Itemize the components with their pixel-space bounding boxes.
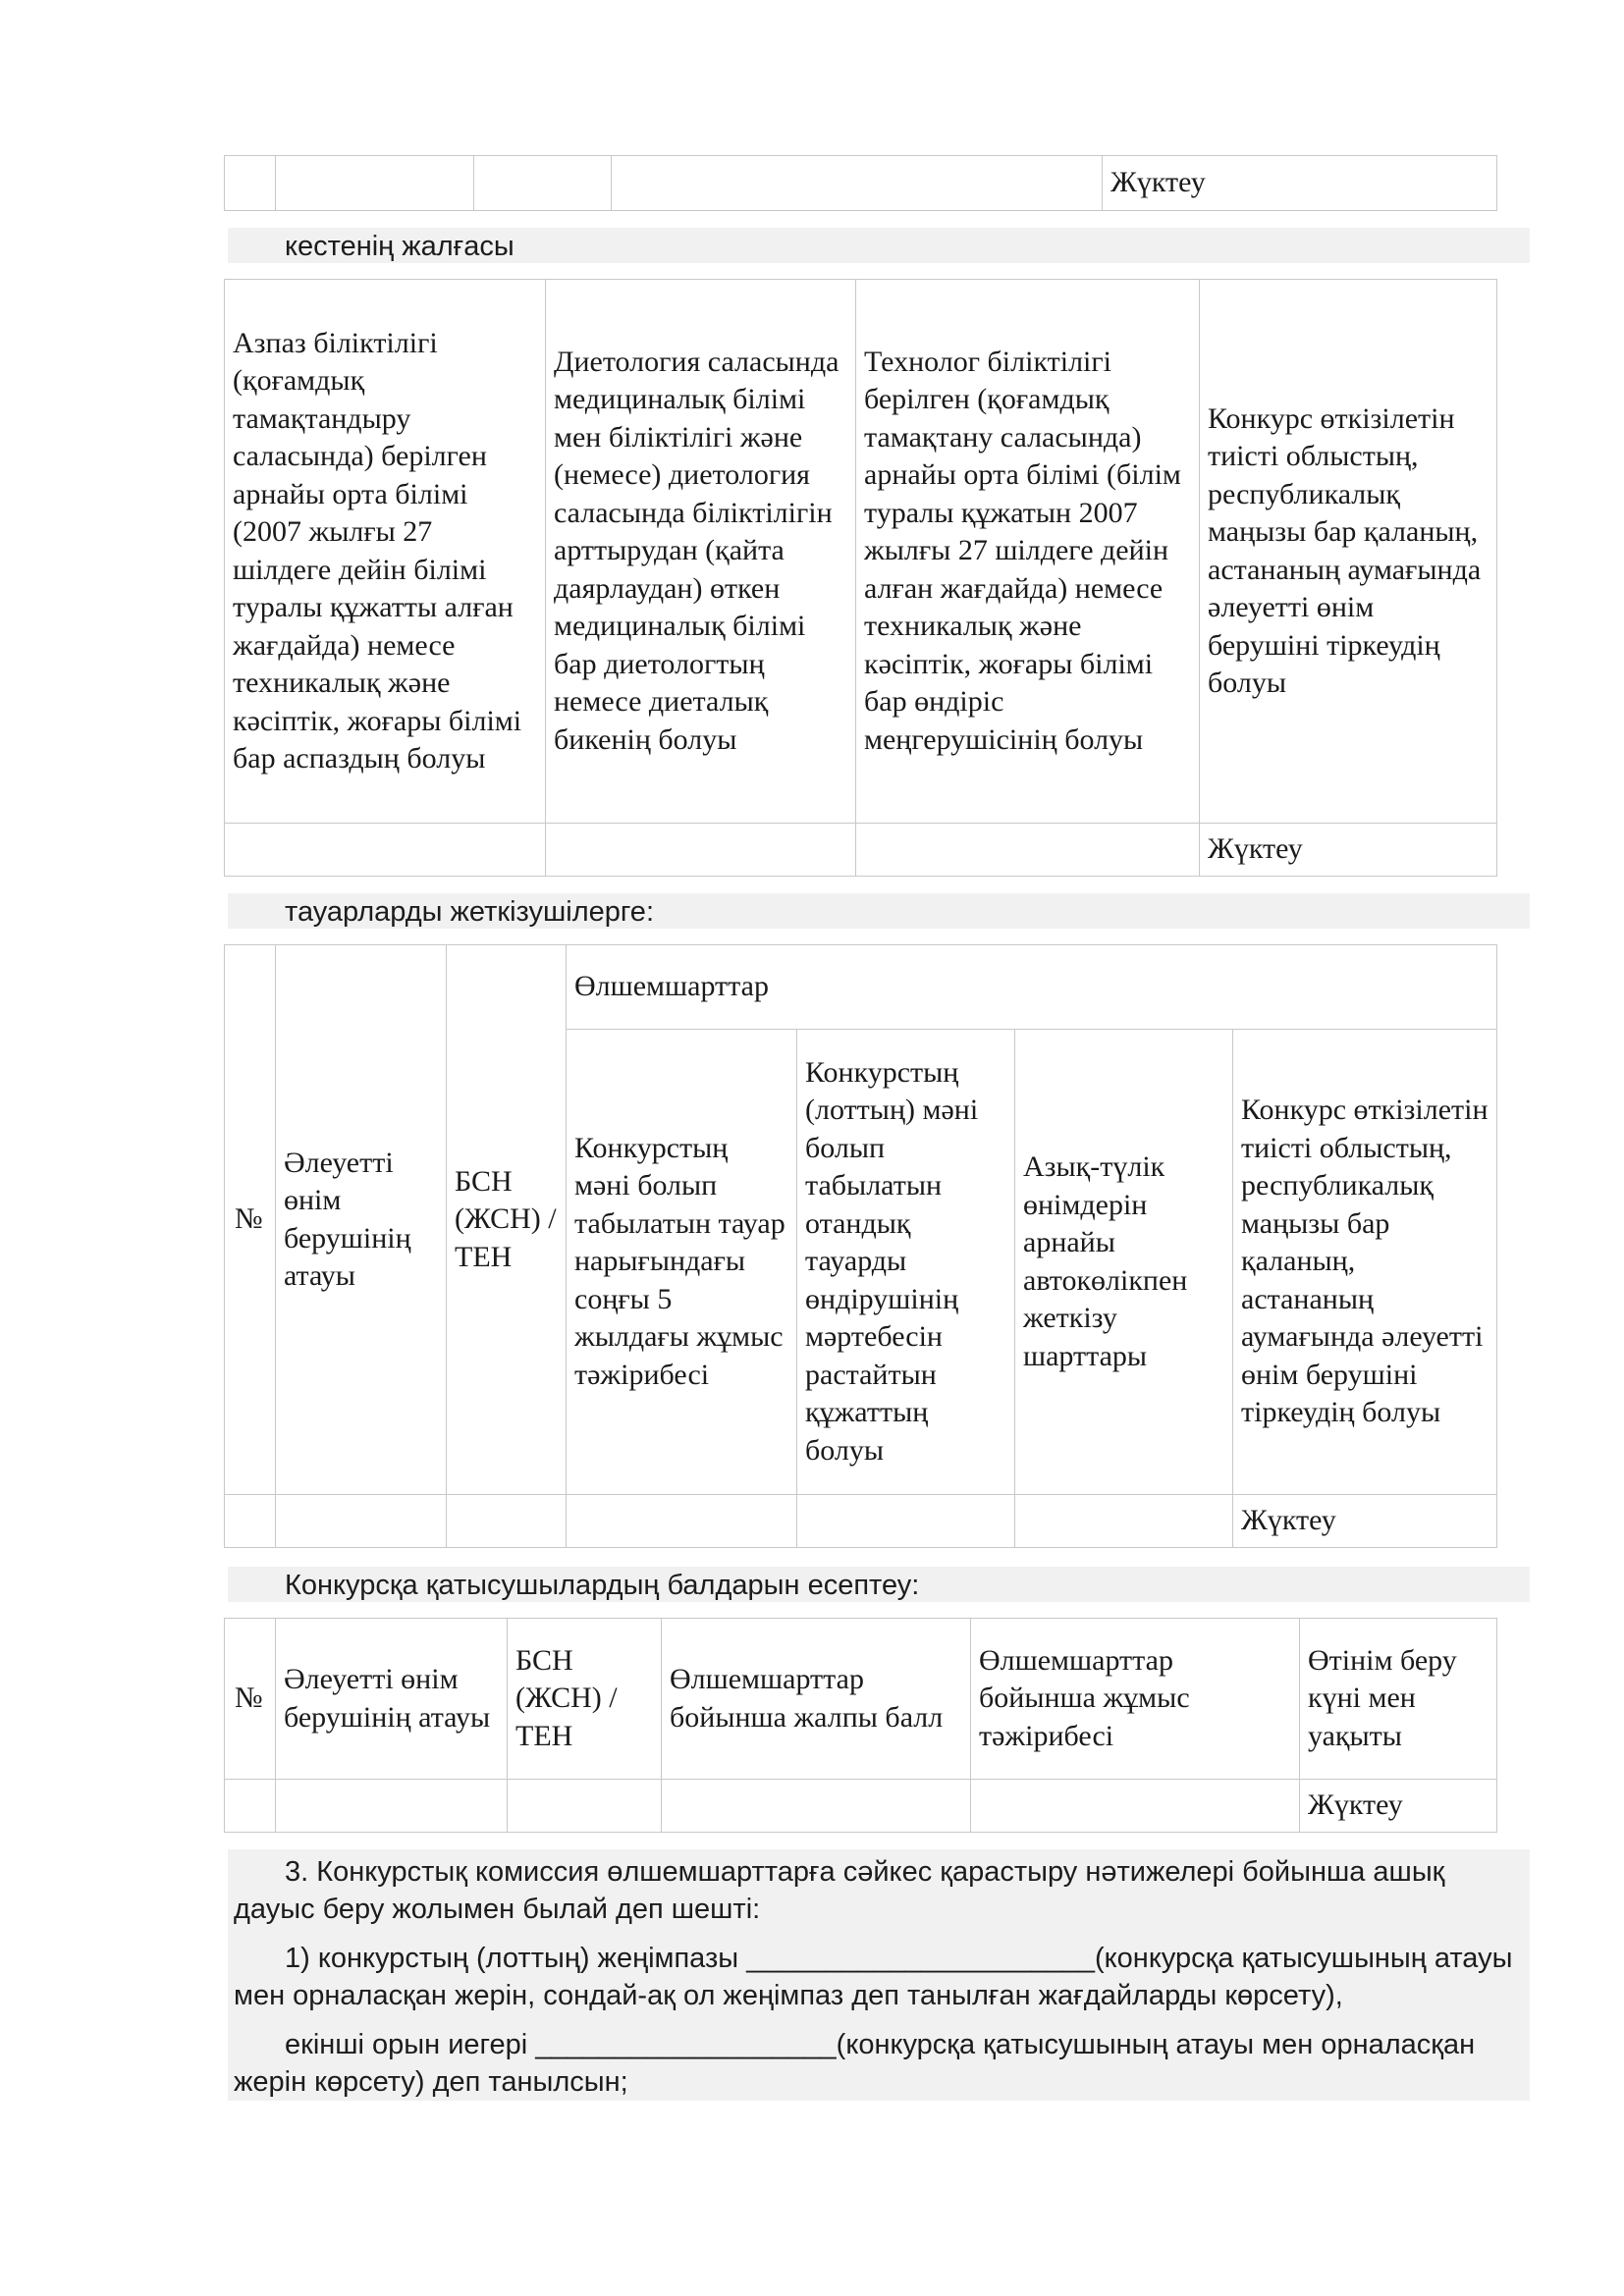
header-number: № xyxy=(225,1619,276,1780)
table-row xyxy=(225,1780,1497,1833)
table-cell xyxy=(447,1495,567,1548)
table-row xyxy=(225,824,1497,877)
header-registration: Конкурс өткізілетін тиісті облыстың, республикалық маңызы бар қаланың, астананың аумағында әлеуетті өнім берушіні тіркеудің болуы xyxy=(1200,280,1497,824)
header-criteria: Өлшемшарттар xyxy=(567,945,1497,1030)
table-staff-qualifications xyxy=(224,279,1497,877)
header-domestic-producer: Конкурстың (лоттың) мәні болып табылатын отандық тауарды өндірушінің мәртебесін растайтын құжаттың болуы xyxy=(797,1030,1015,1495)
table-header-row xyxy=(225,280,1497,824)
decision-section xyxy=(228,1849,1530,2101)
decision-paragraph-2: 1) конкурстың (лоттың) жеңімпазы ______________________(конкурсқа қатысушының атауы мен орналасқан жерін, сондай-ақ ол жеңімпаз деп танылған жағдайларды көрсету), xyxy=(234,1943,1513,2011)
table-cell xyxy=(276,1780,508,1833)
table-cell xyxy=(276,156,474,211)
table-cell xyxy=(662,1780,971,1833)
header-application-date: Өтінім беру күні мен уақыты xyxy=(1300,1619,1497,1780)
table-suppliers-criteria xyxy=(224,944,1497,1548)
table-cell xyxy=(567,1495,797,1548)
suppliers-label-band xyxy=(228,893,1530,929)
table-header-row xyxy=(225,945,1497,1030)
upload-link[interactable]: Жүктеу xyxy=(1200,824,1497,877)
header-dietologist: Диетология саласында медициналық білімі мен біліктілігі және (немесе) диетология саласында біліктілігін арттырудан (қайта даярлаудан) өткен медициналық білімі бар диетологтың немесе диеталық бикенің болуы xyxy=(546,280,856,824)
table-cell xyxy=(546,824,856,877)
continuation-label-band xyxy=(228,228,1530,263)
table-cell xyxy=(225,824,546,877)
table-header-row xyxy=(225,1619,1497,1780)
table-cell xyxy=(797,1495,1015,1548)
suppliers-label: тауарларды жеткізушілерге: xyxy=(285,896,654,928)
upload-link[interactable]: Жүктеу xyxy=(1233,1495,1497,1548)
scores-label-band xyxy=(228,1567,1530,1602)
decision-paragraph-1: 3. Конкурстық комиссия өлшемшарттарға сәйкес қарастыру нәтижелері бойынша ашық дауыс беру жолымен былай деп шешті: xyxy=(234,1856,1445,1925)
header-cook: Азпаз біліктілігі (қоғамдық тамақтандыру саласында) берілген арнайы орта білімі (2007 жылғы 27 шілдеге дейін білімі туралы құжатты алған жағдайда) немесе техникалық және кәсіптік, жоғары білімі бар аспаздың болуы xyxy=(225,280,546,824)
table-row xyxy=(225,1495,1497,1548)
table-cell xyxy=(276,1495,447,1548)
table-row xyxy=(225,156,1497,211)
table-cell xyxy=(474,156,612,211)
header-supplier-name: Әлеуетті өнім берушінің атауы xyxy=(276,945,447,1495)
table-cell xyxy=(612,156,1103,211)
header-number: № xyxy=(225,945,276,1495)
decision-paragraph-3: екінші орын иегері ___________________(конкурсқа қатысушының атауы мен орналасқан жерін көрсету) деп танылсын; xyxy=(234,2029,1476,2098)
continuation-label: кестенің жалғасы xyxy=(285,231,514,262)
header-supplier-name: Әлеуетті өнім берушінің атауы xyxy=(276,1619,508,1780)
table-cell xyxy=(225,1495,276,1548)
header-total-score: Өлшемшарттар бойынша жалпы балл xyxy=(662,1619,971,1780)
table-previous-tail xyxy=(224,155,1497,211)
table-scores xyxy=(224,1618,1497,1833)
upload-link[interactable]: Жүктеу xyxy=(1103,156,1497,211)
table-cell xyxy=(225,156,276,211)
table-cell xyxy=(508,1780,662,1833)
upload-link[interactable]: Жүктеу xyxy=(1300,1780,1497,1833)
header-bin: БСН (ЖСН) / ТЕН xyxy=(508,1619,662,1780)
table-cell xyxy=(856,824,1200,877)
header-technologist: Технолог біліктілігі берілген (қоғамдық тамақтану саласында) арнайы орта білімі (білім туралы құжатын 2007 жылғы 27 шілдеге дейін алған жағдайда) немесе техникалық және кәсіптік, жоғары білімі бар өндіріс меңгерушісінің болуы xyxy=(856,280,1200,824)
header-work-experience: Конкурстың мәні болып табылатын тауар нарығындағы соңғы 5 жылдағы жұмыс тәжірибесі xyxy=(567,1030,797,1495)
header-bin: БСН (ЖСН) / ТЕН xyxy=(447,945,567,1495)
table-cell xyxy=(971,1780,1300,1833)
header-work-experience: Өлшемшарттар бойынша жұмыс тәжірибесі xyxy=(971,1619,1300,1780)
header-delivery-conditions: Азық-түлік өнімдерін арнайы автокөлікпен жеткізу шарттары xyxy=(1015,1030,1233,1495)
table-cell xyxy=(1015,1495,1233,1548)
header-registration: Конкурс өткізілетін тиісті облыстың, республикалық маңызы бар қаланың, астананың аумағында әлеуетті өнім берушіні тіркеудің болуы xyxy=(1233,1030,1497,1495)
scores-label: Конкурсқа қатысушылардың балдарын есептеу: xyxy=(285,1570,920,1601)
table-cell xyxy=(225,1780,276,1833)
